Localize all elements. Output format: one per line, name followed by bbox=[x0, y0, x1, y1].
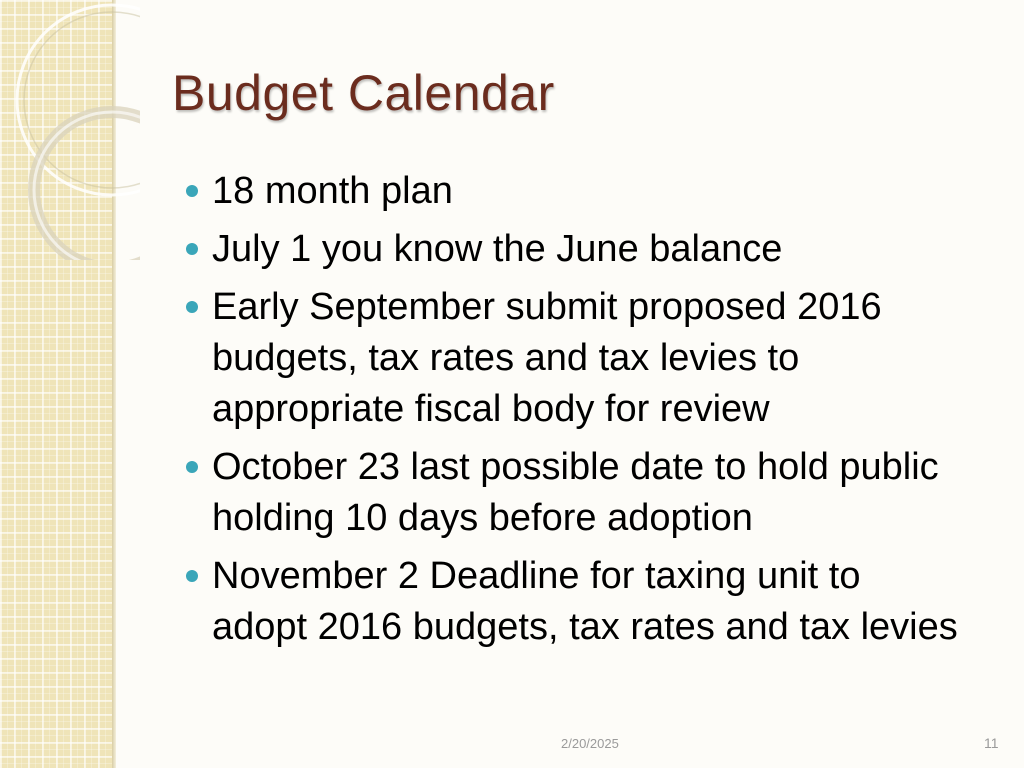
bullet-dot-icon bbox=[186, 461, 198, 473]
bullet-dot-icon bbox=[186, 301, 198, 313]
bullet-text: Early September submit proposed 2016 budgets, tax rates and tax levies to appropriate fiscal body for review bbox=[212, 286, 882, 430]
bullet-text: July 1 you know the June balance bbox=[212, 228, 783, 270]
bullet-text: October 23 last possible date to hold public holding 10 days before adoption bbox=[212, 446, 939, 539]
bullet-item bbox=[186, 551, 966, 653]
bullet-list bbox=[186, 166, 966, 660]
bullet-item bbox=[186, 282, 966, 435]
decorative-rings-icon bbox=[0, 0, 140, 260]
bullet-text: November 2 Deadline for taxing unit to adopt 2016 budgets, tax rates and tax levies bbox=[212, 555, 958, 648]
footer-date: 2/20/2025 bbox=[561, 736, 619, 751]
bullet-dot-icon bbox=[186, 243, 198, 255]
bullet-item bbox=[186, 442, 966, 544]
bullet-text: 18 month plan bbox=[212, 170, 453, 212]
page-number: 11 bbox=[984, 735, 999, 751]
bullet-dot-icon bbox=[186, 570, 198, 582]
bullet-item bbox=[186, 166, 966, 217]
bullet-dot-icon bbox=[186, 185, 198, 197]
bullet-item bbox=[186, 224, 966, 275]
slide-title: Budget Calendar bbox=[172, 65, 555, 121]
